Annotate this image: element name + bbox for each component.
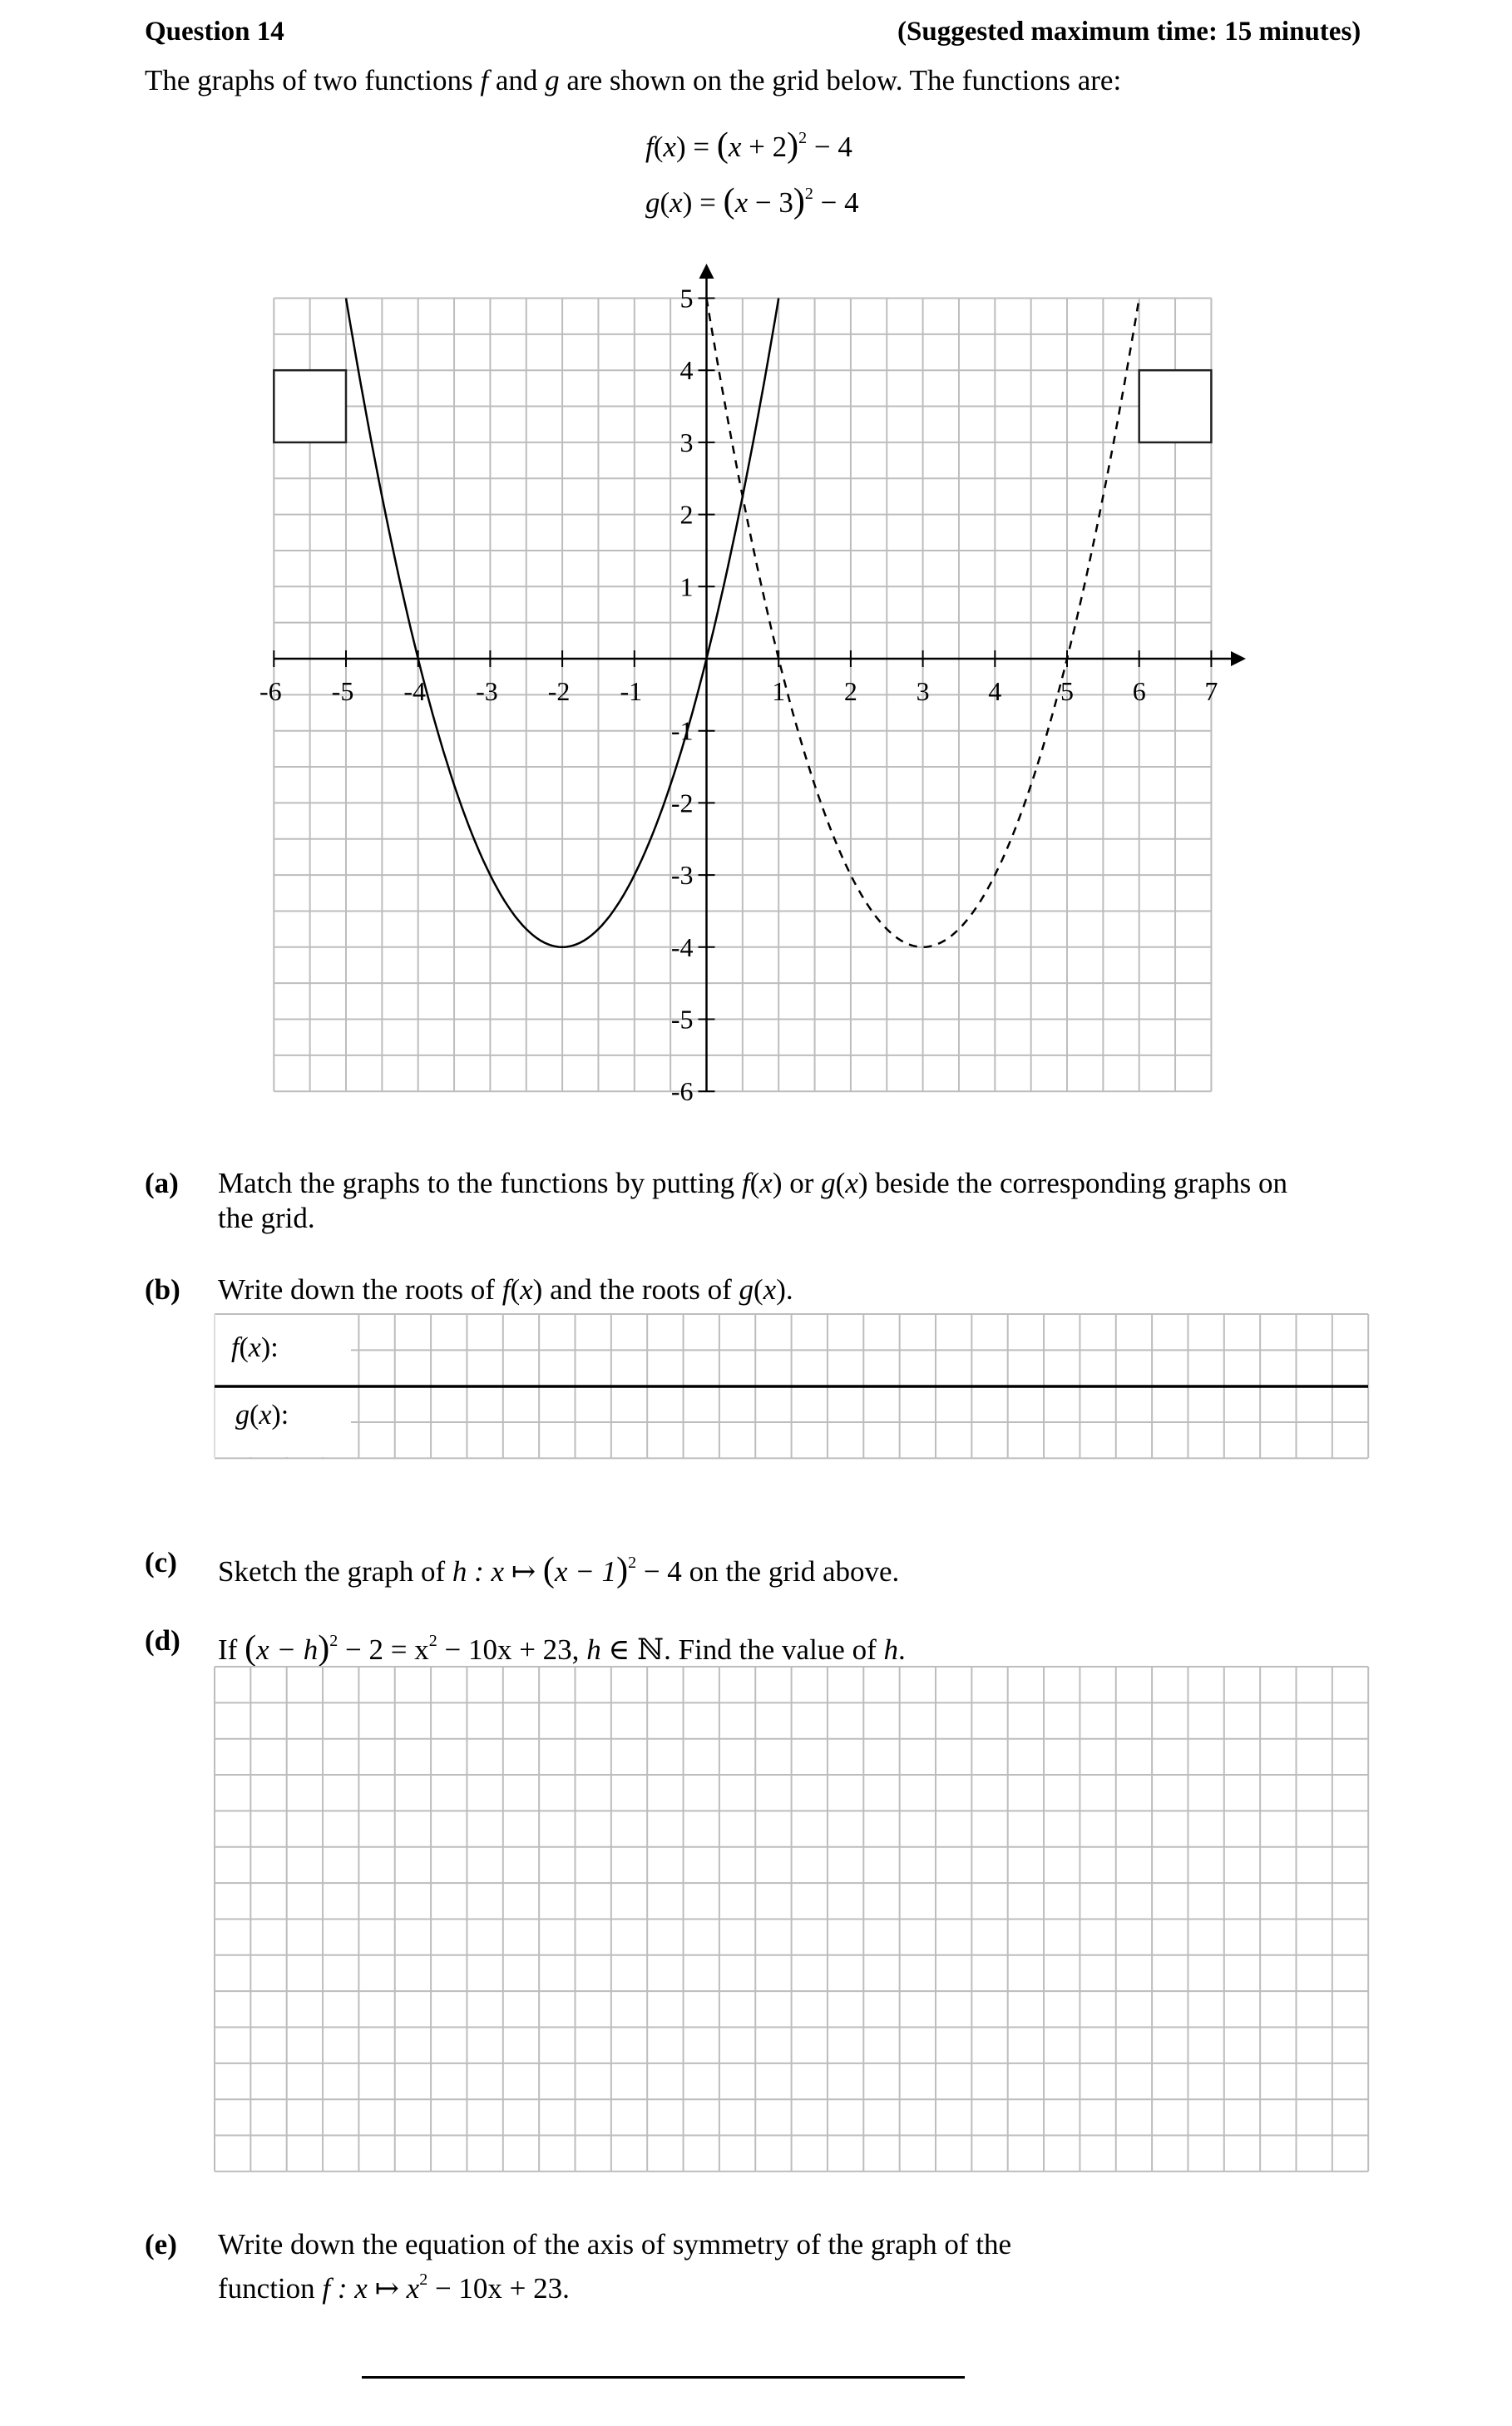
y-tick-label: -6 bbox=[670, 1076, 694, 1107]
part-e-rest: − 10x + 23. bbox=[427, 2272, 570, 2305]
answer-label-f-name: f bbox=[231, 1332, 240, 1363]
answer-label-suffix: ): bbox=[260, 1332, 279, 1363]
part-b-x: x bbox=[763, 1273, 777, 1306]
x-tick-label: 1 bbox=[772, 676, 786, 706]
axis-of-symmetry-answer-line[interactable] bbox=[362, 2376, 965, 2379]
answer-label-suffix: ): bbox=[271, 1400, 289, 1430]
answer-label-g-name: g bbox=[235, 1400, 250, 1430]
question-title: Question 14 bbox=[145, 17, 284, 47]
part-d-inner: x − h bbox=[256, 1633, 319, 1666]
part-e-text bbox=[218, 2227, 1011, 2306]
intro-part: and bbox=[488, 64, 546, 96]
y-tick-label: -2 bbox=[670, 788, 694, 818]
eq-const: 3 bbox=[778, 186, 793, 219]
part-a-g: g bbox=[821, 1167, 836, 1199]
part-b-text-segment: Write down the roots of bbox=[218, 1273, 502, 1306]
part-a-text-segment: Match the graphs to the functions by putting bbox=[218, 1167, 742, 1199]
answer-label-f: f(x): bbox=[231, 1332, 279, 1363]
part-c-exp: 2 bbox=[628, 1554, 637, 1572]
x-tick-label: 3 bbox=[916, 676, 930, 706]
part-d-rest: − 10x + 23, bbox=[437, 1633, 587, 1666]
part-d-mid: − 2 = x bbox=[338, 1633, 429, 1666]
eq-var: x bbox=[663, 131, 676, 163]
x-tick-label: -6 bbox=[259, 676, 282, 706]
y-tick-label: -3 bbox=[670, 860, 694, 891]
x-tick-label: 6 bbox=[1132, 676, 1146, 706]
eq-shift: 4 bbox=[844, 186, 859, 219]
eq-op: + bbox=[749, 131, 765, 163]
intro-part: are shown on the grid below. The functions are: bbox=[559, 64, 1122, 96]
part-e-label: (e) bbox=[145, 2228, 177, 2260]
equation-g: $g(x) = (x - 3)^2 - 4$ bbox=[645, 182, 859, 220]
eq-op: − bbox=[754, 186, 772, 219]
equation-f: $f(x) = (x + 2)^2 - 4$ bbox=[645, 126, 852, 165]
part-e-fn: f bbox=[322, 2272, 331, 2305]
part-a-line2: the grid. bbox=[218, 1202, 315, 1234]
part-d-h2: h bbox=[883, 1633, 898, 1666]
answer-label-x: x bbox=[248, 1332, 261, 1363]
part-d-h: h bbox=[586, 1633, 601, 1666]
part-b-label: (b) bbox=[145, 1273, 180, 1306]
y-tick-label: -1 bbox=[670, 715, 694, 746]
suggested-time: (Suggested maximum time: 15 minutes) bbox=[897, 17, 1361, 47]
eq-var: x bbox=[728, 131, 742, 163]
y-tick-label: 2 bbox=[679, 499, 694, 530]
part-b-x: x bbox=[520, 1273, 533, 1306]
part-c-label: (c) bbox=[145, 1546, 177, 1579]
eq-exp: 2 bbox=[804, 185, 813, 203]
intro-f: f bbox=[480, 64, 489, 96]
part-c-text-segment: on the grid above. bbox=[681, 1555, 900, 1588]
y-tick-label: 1 bbox=[679, 571, 694, 602]
part-e-exp: 2 bbox=[419, 2270, 428, 2289]
part-e-line1: Write down the equation of the axis of symmetry of the graph of the bbox=[218, 2228, 1012, 2260]
x-tick-label: 7 bbox=[1204, 676, 1218, 706]
part-b-text-segment: and the roots of bbox=[542, 1273, 739, 1306]
x-tick-label: 2 bbox=[843, 676, 857, 706]
intro-g: g bbox=[545, 64, 560, 96]
y-tick-label: 5 bbox=[679, 283, 694, 314]
part-c-tail: − 4 bbox=[636, 1555, 682, 1588]
part-b-text: Write down the roots of f(x) and the roots of g(x). bbox=[218, 1273, 793, 1306]
part-b-text-segment: . bbox=[785, 1273, 793, 1306]
part-d-label: (d) bbox=[145, 1624, 180, 1657]
eq-var: x bbox=[670, 186, 683, 219]
y-tick-label: 3 bbox=[679, 427, 694, 457]
part-a-label: (a) bbox=[145, 1167, 179, 1199]
eq-fn-name: f bbox=[645, 131, 654, 163]
part-c-inner: x − 1 bbox=[554, 1555, 617, 1588]
part-c-map: : x ↦ bbox=[467, 1555, 543, 1588]
part-e-line2-pre: function bbox=[218, 2272, 323, 2305]
part-e-map: : x ↦ x bbox=[330, 2272, 420, 2305]
x-tick-label: -5 bbox=[331, 676, 354, 706]
part-d-text: If $(x - h)^2 - 2 = x^2 - 10x + 23$, h ∈ ℕ. Find the value of h. bbox=[218, 1629, 906, 1668]
x-tick-label: -2 bbox=[547, 676, 571, 706]
part-d-end: . bbox=[898, 1633, 906, 1666]
part-c-fn: h bbox=[452, 1555, 467, 1588]
x-tick-label: -4 bbox=[403, 676, 427, 706]
y-tick-label: -4 bbox=[670, 931, 694, 962]
part-d-exp2: 2 bbox=[428, 1632, 437, 1650]
part-a-text-segment: or bbox=[782, 1167, 822, 1199]
part-c-text: Sketch the graph of h : x ↦ $(x - 1)^2 - 4$ on the grid above. bbox=[218, 1551, 900, 1589]
x-tick-label: 4 bbox=[988, 676, 1002, 706]
y-tick-label: -5 bbox=[670, 1004, 694, 1035]
x-tick-label: -3 bbox=[476, 676, 498, 706]
y-tick-label: 4 bbox=[679, 355, 694, 386]
part-b-g: g bbox=[739, 1273, 754, 1306]
part-a-f: f bbox=[741, 1167, 750, 1199]
part-a-text-segment: beside the corresponding graphs on bbox=[867, 1167, 1287, 1199]
part-a-text: Match the graphs to the functions by putting f(x) or g(x) beside the corresponding graphs on the grid. bbox=[218, 1167, 1287, 1234]
eq-exp: 2 bbox=[798, 129, 808, 147]
part-a-x: x bbox=[759, 1167, 773, 1199]
intro-part: The graphs of two functions bbox=[145, 64, 481, 96]
eq-fn-name: g bbox=[645, 186, 660, 219]
x-tick-label: 5 bbox=[1060, 676, 1074, 706]
working-grid-lines[interactable] bbox=[215, 1667, 1368, 2172]
part-a-x: x bbox=[845, 1167, 858, 1199]
eq-var: x bbox=[734, 186, 749, 219]
part-d-text-segment: If bbox=[218, 1633, 245, 1666]
eq-shift: 4 bbox=[838, 131, 852, 163]
part-d-exp: 2 bbox=[329, 1632, 338, 1650]
part-c-text-segment: Sketch the graph of bbox=[218, 1555, 452, 1588]
eq-const: 2 bbox=[772, 131, 788, 163]
part-b-f: f bbox=[502, 1273, 511, 1306]
answer-label-g: g(x): bbox=[235, 1400, 289, 1430]
answer-label-x: x bbox=[259, 1400, 272, 1430]
x-tick-label: -1 bbox=[620, 676, 643, 706]
part-d-set: ∈ ℕ. Find the value of bbox=[600, 1633, 884, 1666]
